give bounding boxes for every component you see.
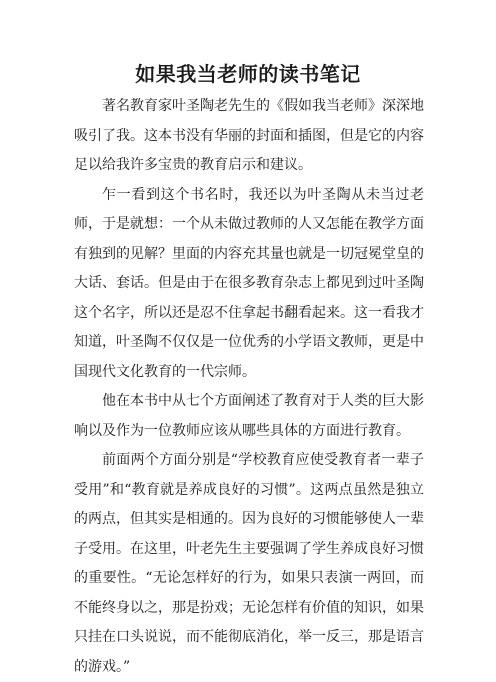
paragraph-3: 他在本书中从七个方面阐述了教育对于人类的巨大影响以及作为一位教师应该从哪些具体的方面进行教育。 (74, 393, 424, 439)
paragraph-4: 前面两个方面分别是“学校教育应使受教育者一辈子受用”和“教育就是养成良好的习惯”。这两点虽然是独立的两点，但其实是相通的。因为良好的习惯能够使人一辈子受用。在这里，叶老先生主要强调了学生养成良好习惯的重要性。“无论怎样好的行为，如果只表演一两回，而不能终身以之，那是扮戏；无论怎样有价值的知识，如果只挂在口头说说，而不能彻底消化，举一反三，那是语言的游戏。” (74, 452, 424, 675)
document-title: 如果我当老师的读书笔记 (135, 62, 361, 86)
document-body (74, 92, 424, 682)
paragraph-2: 乍一看到这个书名时，我还以为叶圣陶从未当过老师，于是就想：一个从未做过教师的人又怎能在教学方面有独到的见解？里面的内容充其量也就是一切冠冕堂皇的大话、套话。但是由于在很多教育杂志上都见到过叶圣陶这个名字，所以还是忍不住拿起书翻看起来。这一看我才知道，叶圣陶不仅仅是一位优秀的小学语文教师，更是中国现代文化教育的一代宗师。 (74, 186, 424, 380)
paragraph-1: 著名教育家叶圣陶老先生的《假如我当老师》深深地吸引了我。这本书没有华丽的封面和插图，但是它的内容足以给我许多宝贵的教育启示和建议。 (74, 98, 424, 173)
